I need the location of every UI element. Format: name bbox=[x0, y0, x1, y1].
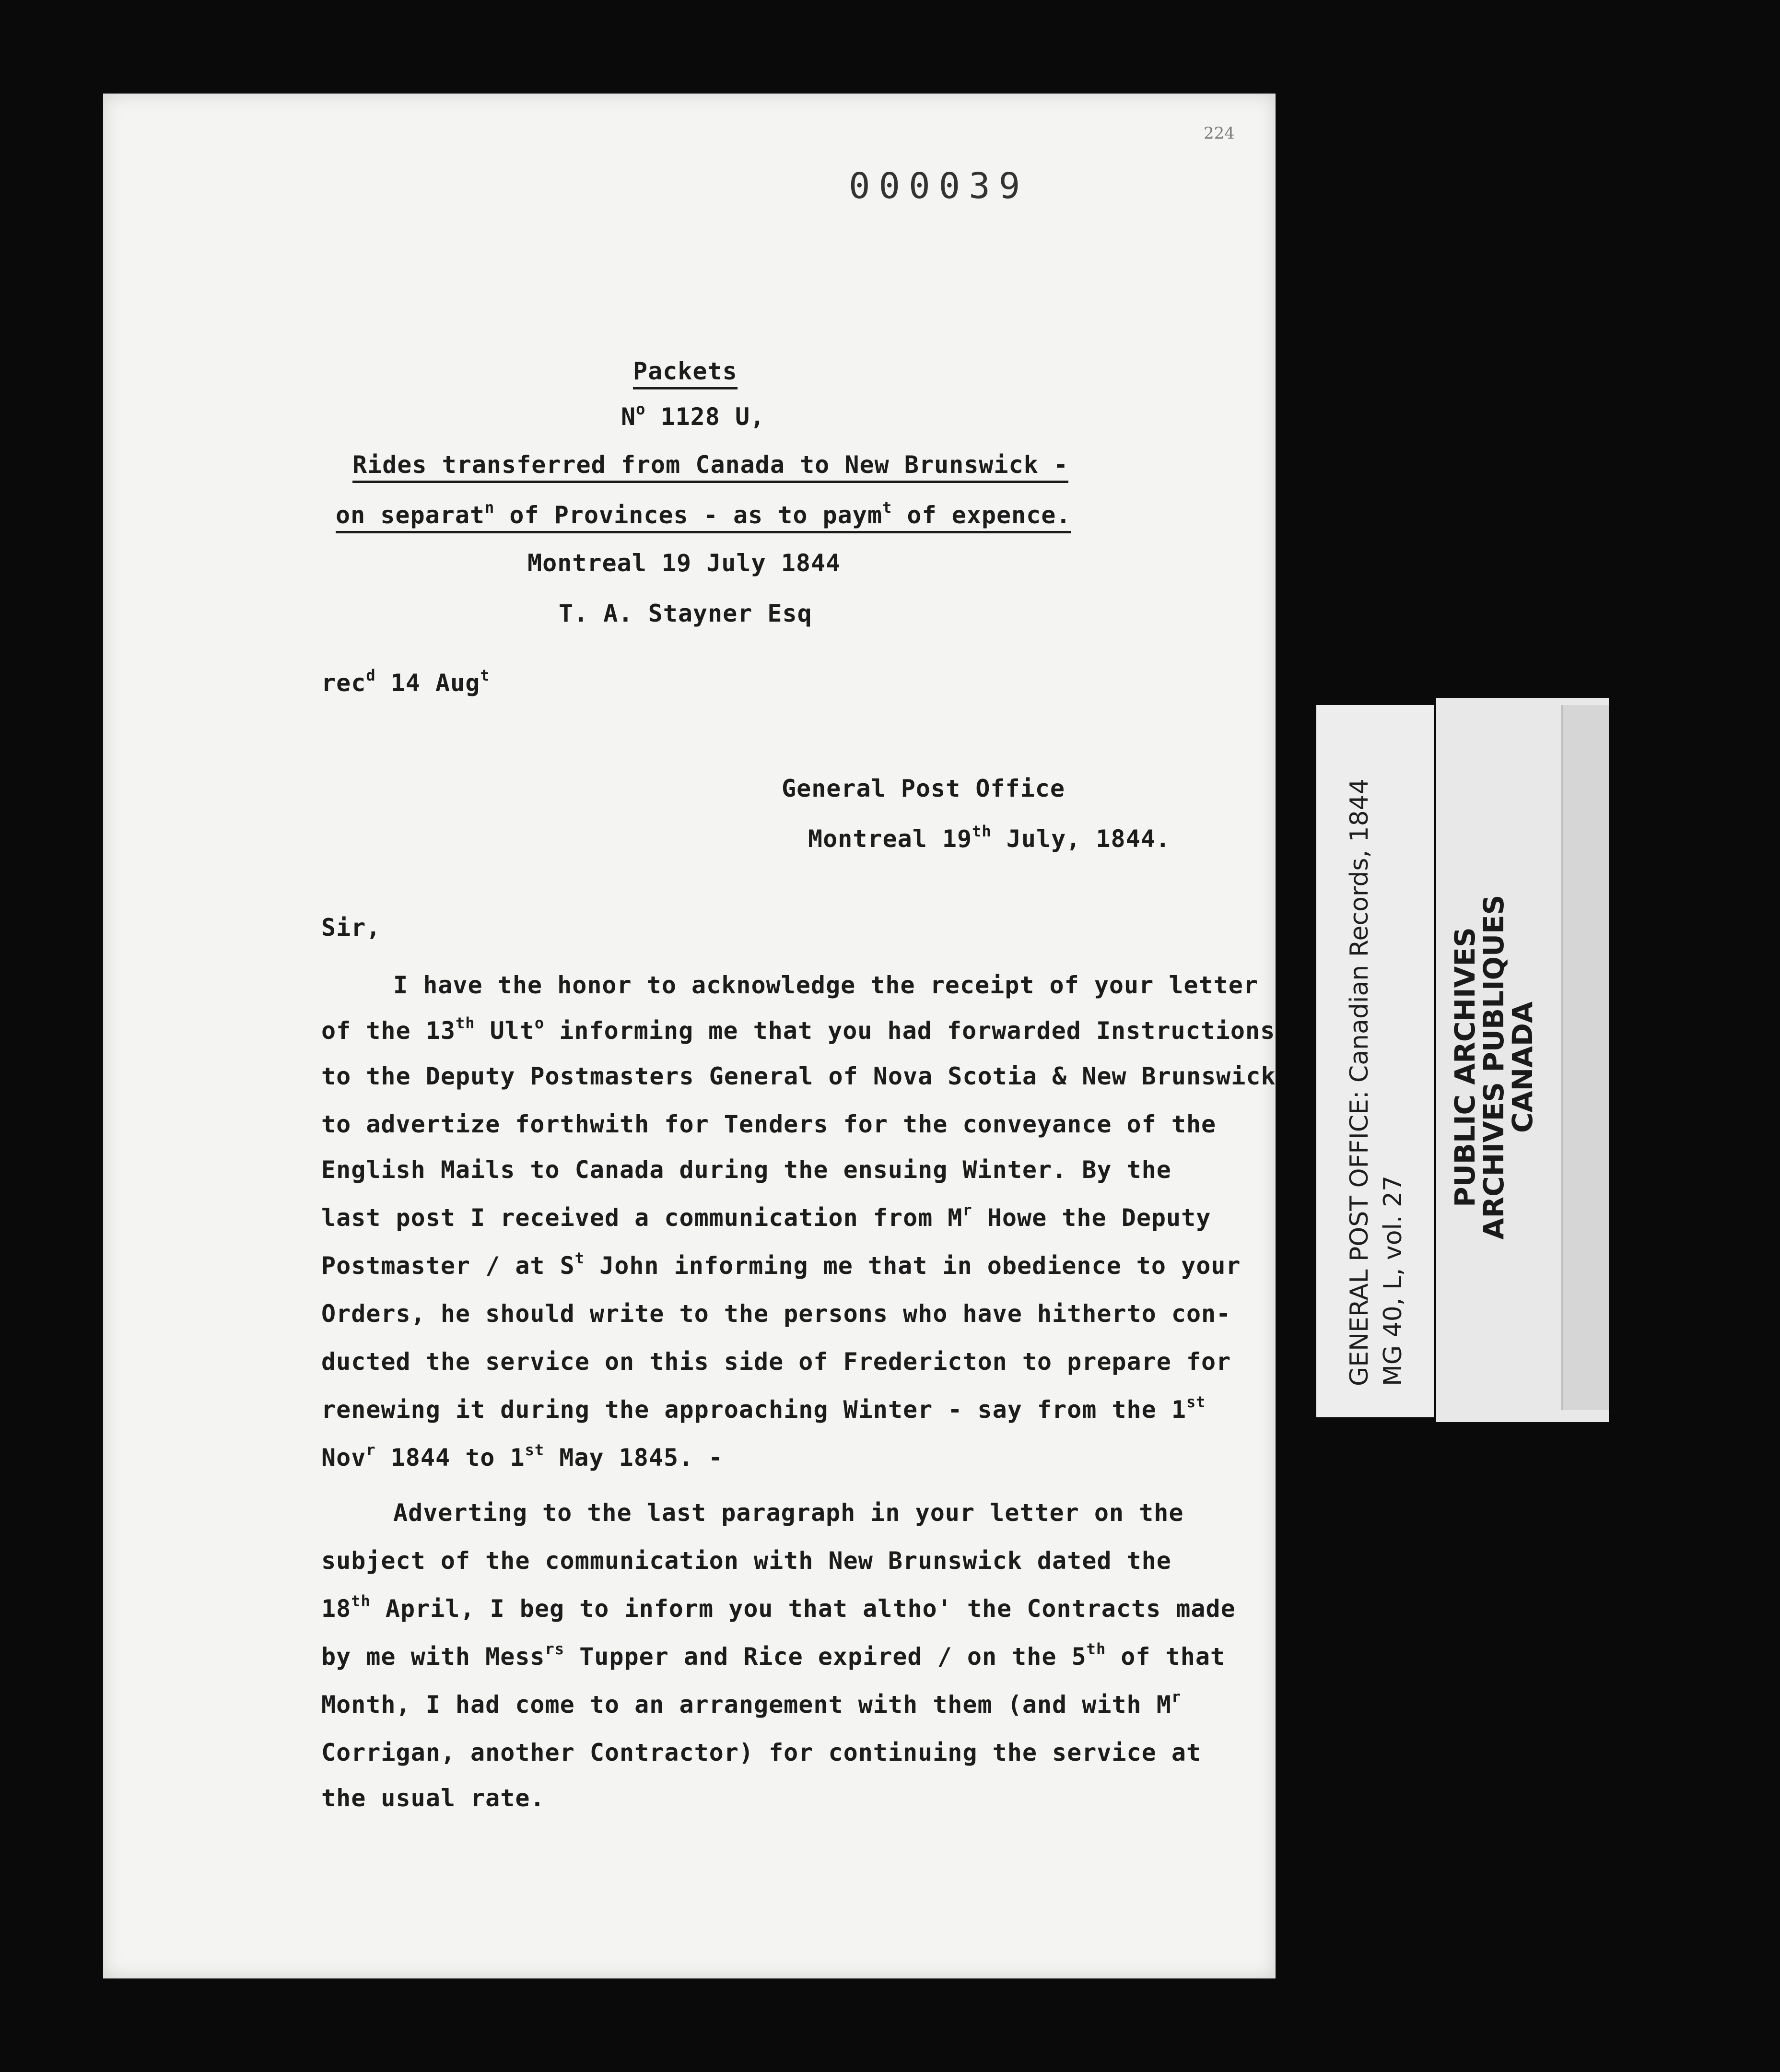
archive-reference-label bbox=[1316, 705, 1434, 1417]
paragraph-line: to the Deputy Postmasters General of Nova Scotia & New Brunswick bbox=[321, 1062, 1276, 1090]
paragraph-line: Adverting to the last paragraph in your letter on the bbox=[393, 1499, 1184, 1527]
header-addressee: T. A. Stayner Esq bbox=[559, 600, 812, 627]
page-number: 224 bbox=[1204, 124, 1235, 143]
paragraph-line: subject of the communication with New Brunswick dated the bbox=[321, 1547, 1171, 1575]
label-stripe bbox=[1561, 705, 1609, 1410]
archive-stamp bbox=[1436, 698, 1609, 1422]
paragraph-line: by me with Mess$^{rs}$ Tupper and Rice expired / on the 5th of that bbox=[321, 1640, 1226, 1671]
paragraph-line: the usual rate. bbox=[321, 1784, 545, 1812]
frame-number: 000039 bbox=[849, 165, 1029, 207]
paragraph-line: Postmaster / at $S^t$ John informing me that in obedience to your bbox=[321, 1249, 1241, 1280]
received-note: rec$^d$ 14 Aug$^t$ bbox=[321, 666, 490, 697]
header-subject-line2: on separat$^n$ of Provinces - as to paym$^t$ of expence. bbox=[336, 501, 1071, 533]
paragraph-line: 18th April, I beg to inform you that altho' the Contracts made bbox=[321, 1592, 1236, 1623]
paragraph-line: last post I received a communication from $M^r$ Howe the Deputy bbox=[321, 1201, 1211, 1232]
header-number: $N^o$ 1128 U, bbox=[621, 400, 765, 431]
paragraph-line: Orders, he should write to the persons who have hitherto con- bbox=[321, 1300, 1231, 1328]
paragraph-line: of the 13th Ult$^o$ informing me that you had forwarded Instructions bbox=[321, 1014, 1276, 1045]
letterhead-office: General Post Office bbox=[782, 775, 1065, 802]
header-subject-line1: Rides transferred from Canada to New Brunswick - bbox=[352, 451, 1068, 483]
letterhead-date: Montreal 19th July, 1844. bbox=[808, 822, 1171, 853]
header-place-date: Montreal 19 July 1844 bbox=[527, 549, 841, 577]
archive-stamp-line1: PUBLIC ARCHIVES bbox=[1449, 927, 1481, 1207]
archive-stamp-text bbox=[1451, 875, 1537, 1259]
salutation: Sir, bbox=[321, 914, 381, 942]
archive-stamp-line3: CANADA bbox=[1506, 1001, 1539, 1133]
header-title: Packets bbox=[633, 357, 738, 389]
archive-label-line2: MG 40, L, vol. 27 bbox=[1379, 1175, 1407, 1386]
paragraph-line: ducted the service on this side of Fredericton to prepare for bbox=[321, 1348, 1231, 1376]
paragraph-line: Month, I had come to an arrangement with them (and with $M^r$ bbox=[321, 1688, 1182, 1719]
archive-label-line1: GENERAL POST OFFICE: Canadian Records, 1844 bbox=[1345, 778, 1374, 1386]
paragraph-line: I have the honor to acknowledge the receipt of your letter bbox=[393, 971, 1258, 999]
paragraph-line: English Mails to Canada during the ensuing Winter. By the bbox=[321, 1156, 1171, 1184]
paragraph-line: to advertize forthwith for Tenders for the conveyance of the bbox=[321, 1110, 1217, 1138]
paragraph-line: Corrigan, another Contractor) for continuing the service at bbox=[321, 1739, 1202, 1766]
archive-stamp-line2: ARCHIVES PUBLIQUES bbox=[1477, 895, 1510, 1240]
paragraph-line: renewing it during the approaching Winter - say from the 1st bbox=[321, 1393, 1206, 1424]
paragraph-line: Nov$^r$ 1844 to 1st May 1845. - bbox=[321, 1441, 724, 1472]
